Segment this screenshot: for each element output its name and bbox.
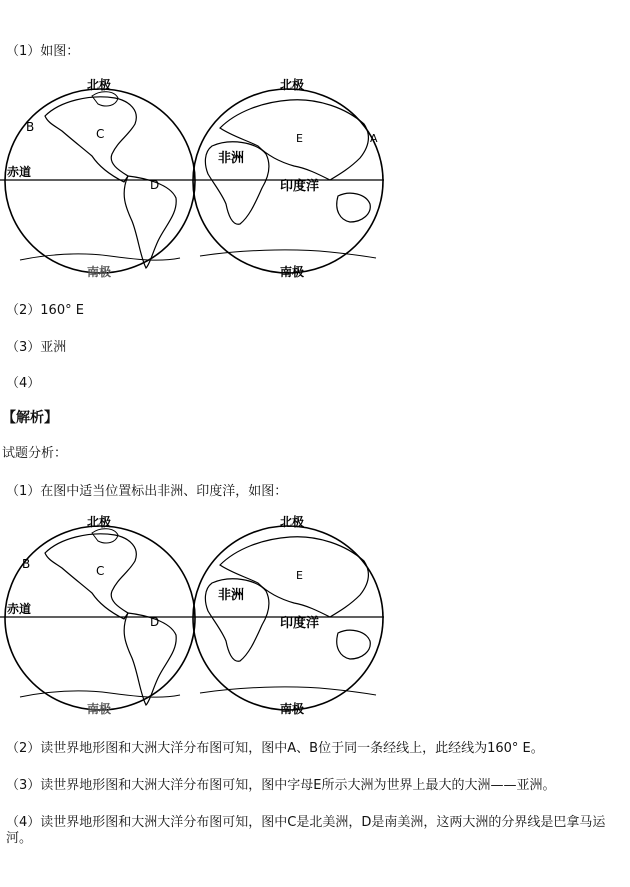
south-pole-right-label: 南极 <box>280 265 305 279</box>
south-pole-right-label-2: 南极 <box>280 702 305 716</box>
analysis-p2: （2）读世界地形图和大洲大洋分布图可知，图中A、B位于同一条经线上，此经线为160° E。 <box>6 741 544 756</box>
analysis-p3: （3）读世界地形图和大洲大洋分布图可知，图中字母E所示大洲为世界上最大的大洲——亚洲。 <box>6 778 556 793</box>
label-A: A <box>370 132 378 145</box>
west-hemisphere-outline <box>5 89 195 273</box>
answer-1: （1）如图： <box>6 44 80 59</box>
world-map-1 <box>0 76 392 286</box>
north-pole-left-label-2: 北极 <box>87 515 112 529</box>
label-C-2: C <box>96 564 105 578</box>
analysis-p4: （4）读世界地形图和大洲大洋分布图可知，图中C是北美洲，D是南美洲，这两大洲的分界线是巴拿马运河。 <box>6 815 606 846</box>
north-pole-left-label: 北极 <box>87 78 112 92</box>
indian-ocean-label: 印度洋 <box>280 179 320 194</box>
australia-shape-2 <box>337 630 371 659</box>
indian-ocean-label-2: 印度洋 <box>280 616 320 631</box>
analysis-header: 【解析】 <box>2 410 58 426</box>
hemisphere-map-svg-2 <box>0 513 392 723</box>
eurasia-shape-2 <box>220 537 368 617</box>
label-D-2: D <box>150 615 160 629</box>
australia-shape <box>337 193 371 222</box>
label-E-2: E <box>296 569 303 582</box>
analysis-p1: （1）在图中适当位置标出非洲、印度洋，如图： <box>6 484 288 499</box>
greenland-shape-2 <box>92 529 118 543</box>
south-pole-left-label: 南极 <box>87 265 112 279</box>
world-map-2 <box>0 513 392 723</box>
south-pole-left-label-2: 南极 <box>87 702 112 716</box>
label-E: E <box>296 132 303 145</box>
north-america-shape <box>45 97 136 182</box>
equator-label: 赤道 <box>7 165 32 179</box>
north-pole-right-label-2: 北极 <box>280 515 305 529</box>
greenland-shape <box>92 92 118 106</box>
eurasia-shape <box>220 100 368 180</box>
africa-label-2: 非洲 <box>218 588 245 603</box>
answer-2: （2）160° E <box>6 303 84 318</box>
answer-4: （4） <box>6 376 41 391</box>
west-hemisphere-outline-2 <box>5 526 195 710</box>
answer-3: （3）亚洲 <box>6 340 67 355</box>
analysis-intro: 试题分析： <box>2 446 68 461</box>
label-B-2: B <box>22 557 31 571</box>
north-america-shape-2 <box>45 534 136 619</box>
africa-label: 非洲 <box>218 151 245 166</box>
label-D: D <box>150 178 160 192</box>
equator-label-2: 赤道 <box>7 602 32 616</box>
label-C: C <box>96 127 105 141</box>
label-B: B <box>26 120 35 134</box>
hemisphere-map-svg <box>0 76 392 286</box>
north-pole-right-label: 北极 <box>280 78 305 92</box>
